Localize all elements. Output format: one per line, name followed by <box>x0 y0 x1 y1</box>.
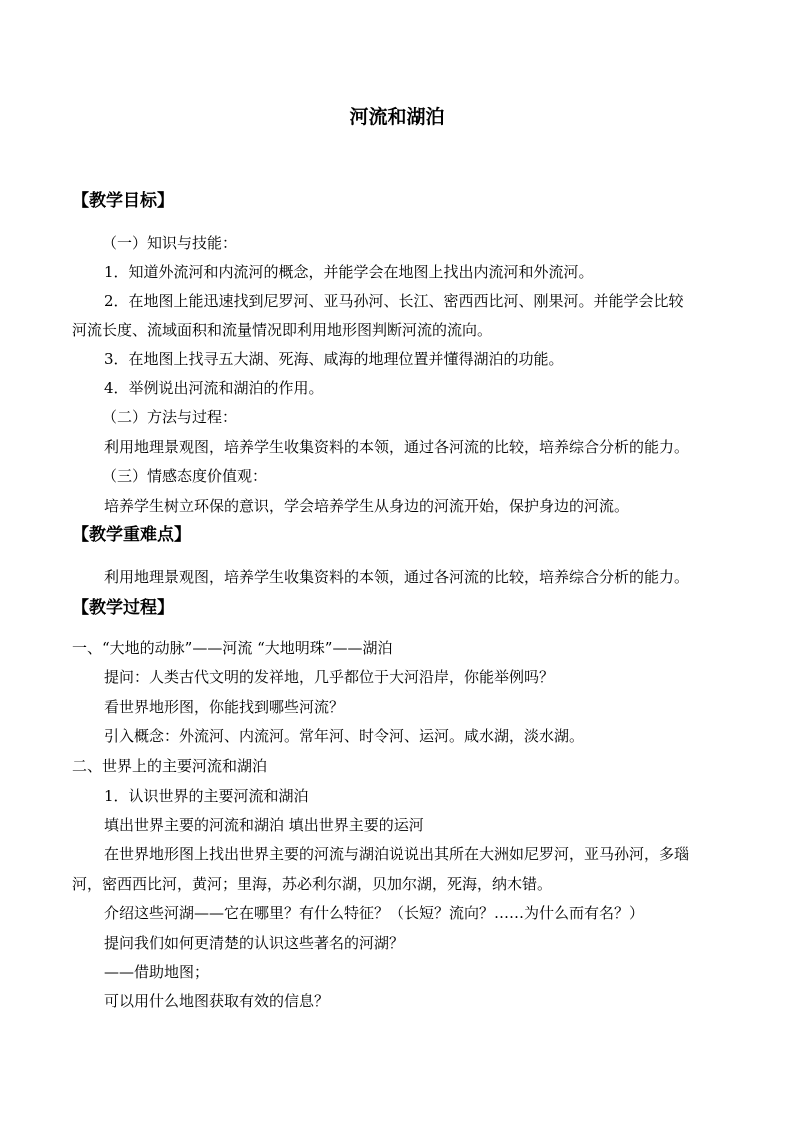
method-process-label: （二）方法与过程： <box>102 408 238 426</box>
process-question-1: 提问：人类古代文明的发祥地，几乎都位于大河沿岸，你能举例吗？ <box>104 668 555 686</box>
process-use-map: ——借助地图； <box>104 963 210 981</box>
knowledge-skills-label: （一）知识与技能： <box>102 234 238 252</box>
process-ask: 提问我们如何更清楚的认识这些著名的河湖？ <box>104 934 405 952</box>
process-part-2-title: 二、世界上的主要河流和湖泊 <box>72 757 268 775</box>
process-item-1: 1．认识世界的主要河流和湖泊 <box>104 787 309 805</box>
process-find-line-2: 河，密西西比河，黄河；里海，苏必利尔湖，贝加尔湖，死海，纳木错。 <box>72 875 553 893</box>
key-points-heading: 【教学重难点】 <box>72 525 191 545</box>
process-fill-task: 填出世界主要的河流和湖泊 填出世界主要的运河 <box>104 816 424 834</box>
emotion-values-text: 培养学生树立环保的意识，学会培养学生从身边的河流开始，保护身边的河流。 <box>104 497 630 515</box>
objective-item-2-line-2: 河流长度、流域面积和流量情况即利用地形图判断河流的流向。 <box>72 321 493 339</box>
objective-item-3: 3．在地图上找寻五大湖、死海、咸海的地理位置并懂得湖泊的功能。 <box>104 350 564 368</box>
emotion-values-label: （三）情感态度价值观： <box>102 467 268 485</box>
method-process-text: 利用地理景观图，培养学生收集资料的本领，通过各河流的比较，培养综合分析的能力。 <box>104 438 690 456</box>
document-title: 河流和湖泊 <box>349 106 445 128</box>
objectives-heading: 【教学目标】 <box>72 191 174 211</box>
process-concepts: 引入概念：外流河、内流河。常年河、时令河、运河。咸水湖，淡水湖。 <box>104 727 585 745</box>
process-question-2: 看世界地形图，你能找到哪些河流？ <box>104 698 345 716</box>
objective-item-4: 4．举例说出河流和湖泊的作用。 <box>104 379 324 397</box>
objective-item-1: 1．知道外流河和内流河的概念，并能学会在地图上找出内流河和外流河。 <box>104 263 594 281</box>
process-introduce: 介绍这些河湖——它在哪里？有什么特征？（长短？流向？……为什么而有名？） <box>104 904 645 922</box>
process-part-1-title: 一、“大地的动脉”——河流 “大地明珠”——湖泊 <box>72 639 393 657</box>
key-points-text: 利用地理景观图，培养学生收集资料的本领，通过各河流的比较，培养综合分析的能力。 <box>104 568 690 586</box>
process-heading: 【教学过程】 <box>72 598 174 618</box>
objective-item-2-line-1: 2．在地图上能迅速找到尼罗河、亚马孙河、长江、密西西比河、刚果河。并能学会比较 <box>104 292 684 310</box>
process-find-line-1: 在世界地形图上找出世界主要的河流与湖泊说说出其所在大洲如尼罗河，亚马孙河，多瑙 <box>104 845 690 863</box>
process-which-map: 可以用什么地图获取有效的信息？ <box>104 992 330 1010</box>
